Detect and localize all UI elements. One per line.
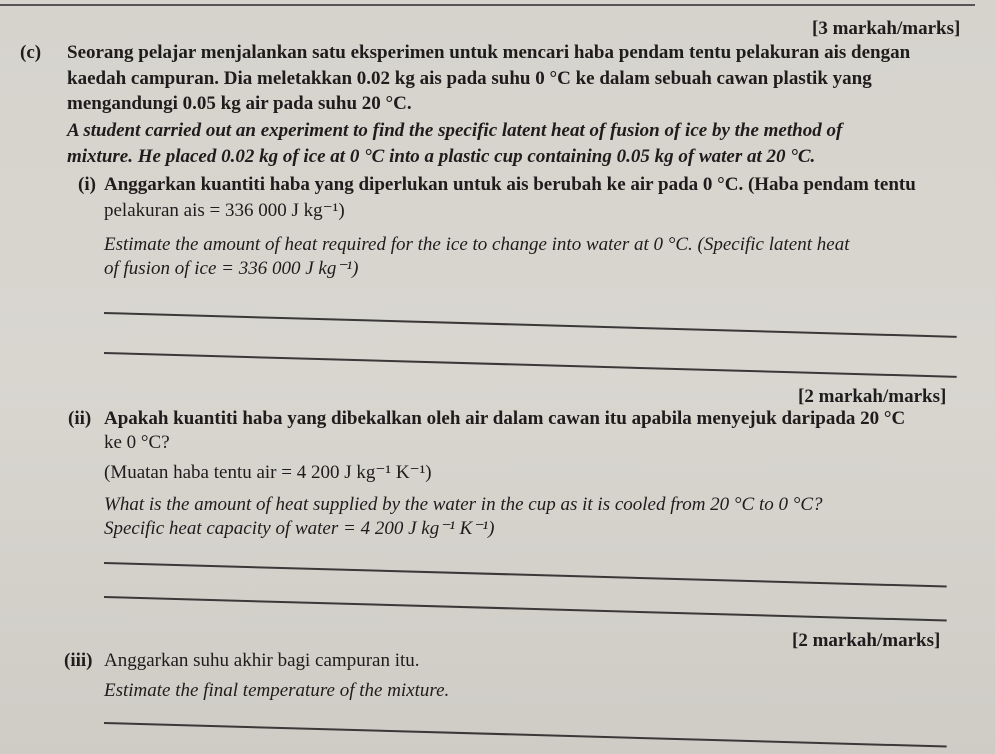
answer-line [104,312,957,338]
q2-english-1: What is the amount of heat supplied by the water in the cup as it is cooled from 20 °C to 0 °C? [104,494,823,515]
q2-english-2: Specific heat capacity of water = 4 200 J kg⁻¹ K⁻¹) [104,518,495,539]
q3-malay: Anggarkan suhu akhir bagi campuran itu. [104,650,420,671]
top-rule [0,4,975,6]
question-c-english-2: mixture. He placed 0.02 kg of ice at 0 °C into a plastic cup containing 0.05 kg of water at 20 °C. [67,146,816,167]
q2-malay-1: Apakah kuantiti haba yang dibekalkan oleh air dalam cawan itu apabila menyejuk daripada 20 °C [104,408,906,429]
answer-line [104,722,947,748]
q1-label: (i) [78,174,96,195]
q2-marks: [2 markah/marks] [792,630,941,651]
q1-malay-2: pelakuran ais = 336 000 J kg⁻¹) [104,200,345,221]
q1-english-1: Estimate the amount of heat required for the ice to change into water at 0 °C. (Specific latent heat [104,234,850,255]
question-c-english-1: A student carried out an experiment to find the specific latent heat of fusion of ice by the method of [67,120,843,141]
marks-top: [3 markah/marks] [812,18,961,39]
question-c-malay-1: Seorang pelajar menjalankan satu eksperimen untuk mencari haba pendam tentu pelakuran ais dengan [67,42,911,63]
question-c-malay-3: mengandungi 0.05 kg air pada suhu 20 °C. [67,93,412,114]
question-c-malay-2: kaedah campuran. Dia meletakkan 0.02 kg ais pada suhu 0 °C ke dalam sebuah cawan plastik yang [67,68,872,89]
answer-line [104,596,947,622]
q1-marks: [2 markah/marks] [798,386,947,407]
q2-label: (ii) [68,408,92,429]
q2-malay-3: (Muatan haba tentu air = 4 200 J kg⁻¹ K⁻¹) [104,462,432,483]
answer-line [104,562,947,588]
q1-malay-1: Anggarkan kuantiti haba yang diperlukan untuk ais berubah ke air pada 0 °C. (Haba pendam tentu [104,174,916,195]
question-c-label: (c) [20,42,42,63]
answer-line [104,352,957,378]
q1-english-2: of fusion of ice = 336 000 J kg⁻¹) [104,258,359,279]
q3-english: Estimate the final temperature of the mixture. [104,680,450,701]
q2-malay-2: ke 0 °C? [104,432,170,453]
q3-label: (iii) [64,650,93,671]
